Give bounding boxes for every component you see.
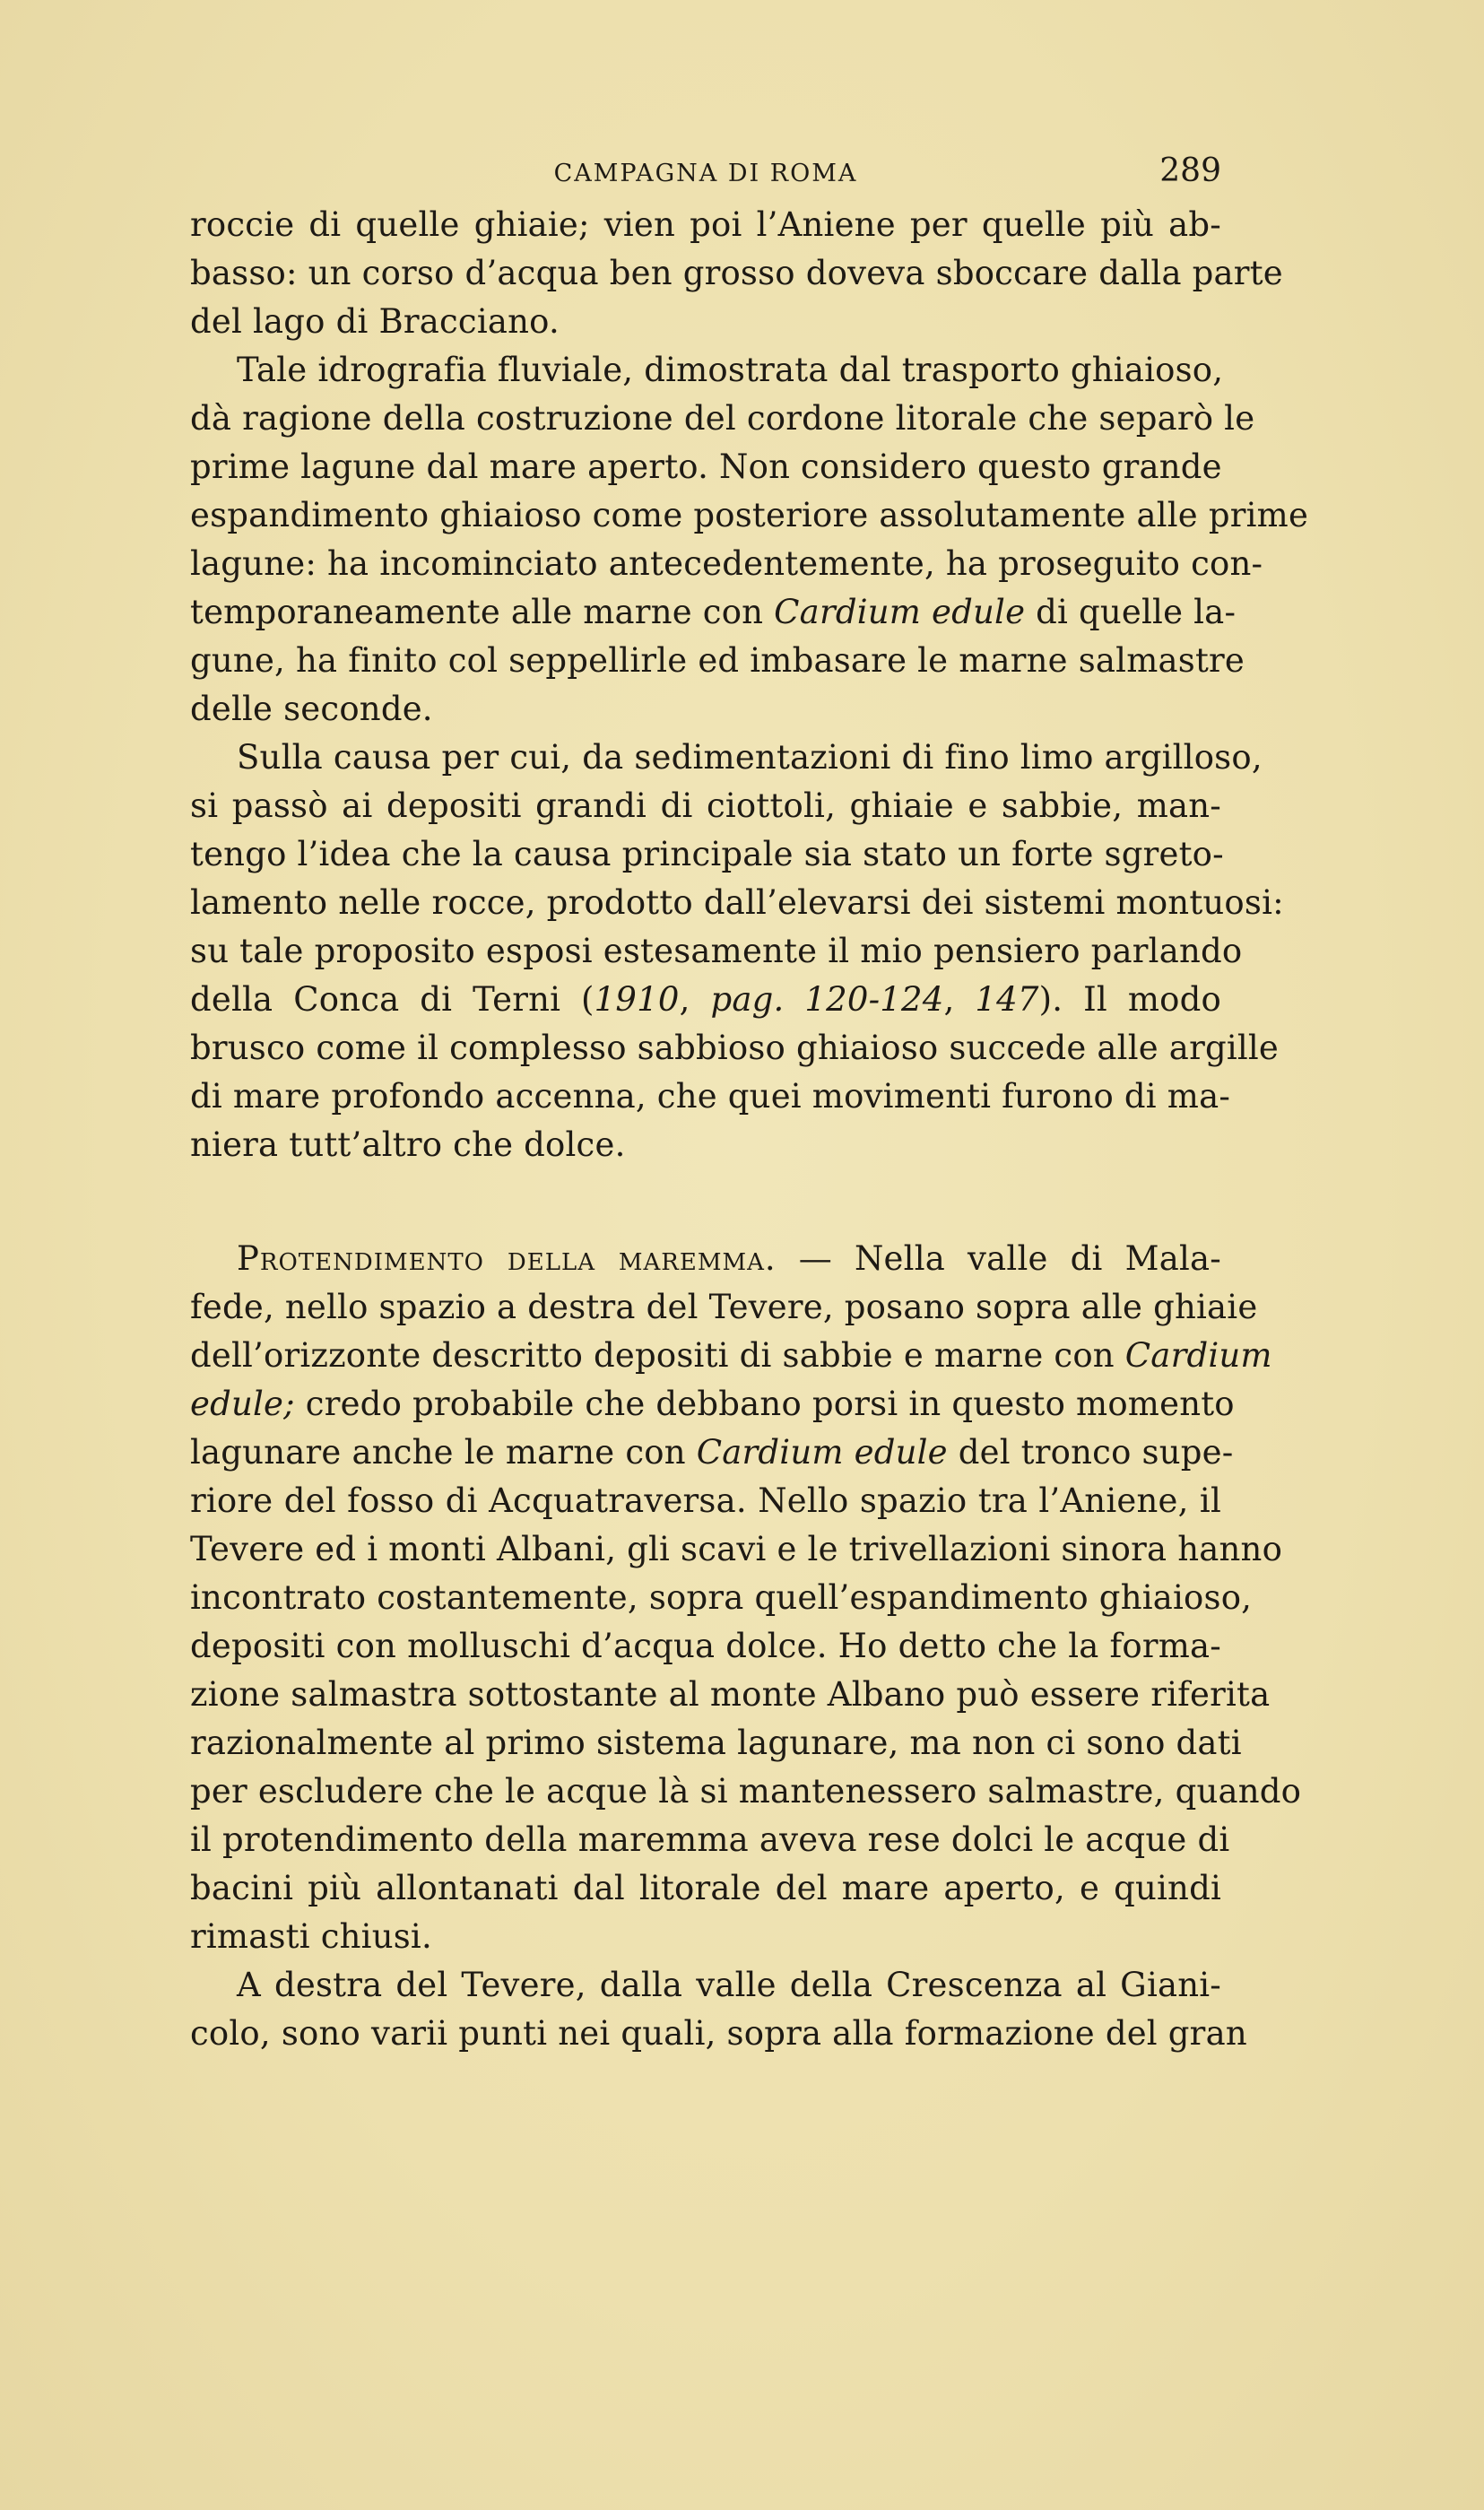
text-line: delle seconde.	[190, 690, 433, 728]
text-line: bacini più allontanati dal litorale del mare aperto, e quindi	[190, 1869, 1221, 1907]
section-heading: Protendimento della maremma.	[237, 1239, 777, 1278]
text-line: temporaneamente alle marne con Cardium edule di quelle la-	[190, 593, 1237, 631]
italic-text: pag. 120-124	[710, 980, 944, 1019]
paragraph	[190, 346, 1309, 734]
text-line: gune, ha finito col seppellirle ed imbasare le marne salmastre	[190, 641, 1245, 680]
paragraph	[190, 1235, 1302, 1961]
italic-text: 1910	[594, 980, 680, 1019]
text-line: lamento nelle rocce, prodotto dall’elevarsi dei sistemi montuosi:	[190, 883, 1284, 922]
text-line: edule; credo probabile che debbano porsi in questo momento	[190, 1385, 1235, 1423]
text-line: niera tutt’altro che dolce.	[190, 1125, 626, 1164]
italic-text: Cardium edule	[696, 1433, 948, 1472]
text-line: prime lagune dal mare aperto. Non considero questo grande	[190, 447, 1222, 486]
text-line: basso: un corso d’acqua ben grosso doveva sboccare dalla parte	[190, 254, 1283, 292]
text-line: lagunare anche le marne con Cardium edule del tronco supe-	[190, 1433, 1234, 1472]
text-line: di mare profondo accenna, che quei movimenti furono di ma-	[190, 1077, 1231, 1116]
text-line: razionalmente al primo sistema lagunare, ma non ci sono dati	[190, 1724, 1242, 1762]
italic-text: Cardium	[1124, 1336, 1272, 1375]
text-line: rimasti chiusi.	[190, 1917, 432, 1956]
heading-continuation: — Nella valle di Mala-	[776, 1239, 1222, 1278]
text-line: incontrato costantemente, sopra quell’espandimento ghiaioso,	[190, 1578, 1253, 1617]
text-line: A destra del Tevere, dalla valle della Crescenza al Giani-	[237, 1966, 1221, 2004]
text-line: Tevere ed i monti Albani, gli scavi e le trivellazioni sinora hanno	[190, 1530, 1283, 1568]
body-text	[190, 201, 1309, 2058]
italic-text: edule;	[190, 1385, 295, 1423]
text-line: brusco come il complesso sabbioso ghiaioso succede alle argille	[190, 1029, 1280, 1067]
text-line: colo, sono varii punti nei quali, sopra alla formazione del gran	[190, 2014, 1247, 2053]
text-line: si passò ai depositi grandi di ciottoli, ghiaie e sabbie, man-	[190, 786, 1221, 825]
text-line: il protendimento della maremma aveva rese dolci le acque di	[190, 1820, 1230, 1859]
text-line: tengo l’idea che la causa principale sia stato un forte sgreto-	[190, 835, 1224, 873]
text-line: su tale proposito esposi estesamente il mio pensiero parlando	[190, 932, 1243, 970]
text-line	[190, 1235, 1221, 1283]
text-line: dell’orizzonte descritto depositi di sabbie e marne con Cardium	[190, 1336, 1272, 1375]
italic-text: 147	[975, 980, 1039, 1019]
text-line: espandimento ghiaioso come posteriore assolutamente alle prime	[190, 496, 1309, 534]
running-head: CAMPAGNA DI ROMA	[553, 160, 858, 187]
paragraph	[190, 1961, 1247, 2058]
text-line: per escludere che le acque là si mantenessero salmastre, quando	[190, 1772, 1302, 1811]
text-line: zione salmastra sottostante al monte Albano può essere riferita	[190, 1675, 1271, 1714]
text-line: del lago di Bracciano.	[190, 302, 560, 341]
text-line: depositi con molluschi d’acqua dolce. Ho detto che la forma-	[190, 1627, 1221, 1665]
text-line: dà ragione della costruzione del cordone litorale che separò le	[190, 399, 1255, 438]
text-line: fede, nello spazio a destra del Tevere, posano sopra alle ghiaie	[190, 1288, 1258, 1326]
text-line: Sulla causa per cui, da sedimentazioni di fino limo argilloso,	[237, 738, 1263, 777]
paragraph	[190, 734, 1284, 1169]
page-number: 289	[1159, 152, 1221, 189]
text-line: Tale idrografia fluviale, dimostrata dal trasporto ghiaioso,	[237, 351, 1224, 389]
italic-text: Cardium edule	[774, 593, 1026, 631]
text-line: lagune: ha incominciato antecedentemente, ha proseguito con-	[190, 544, 1263, 583]
text-line: della Conca di Terni (1910, pag. 120-124, 147). Il modo	[190, 980, 1221, 1019]
section-gap	[190, 1169, 1221, 1235]
page-header	[190, 152, 1221, 197]
text-line: riore del fosso di Acquatraversa. Nello spazio tra l’Aniene, il	[190, 1481, 1221, 1520]
text-line: roccie di quelle ghiaie; vien poi l’Aniene per quelle più ab-	[190, 205, 1221, 244]
paragraph	[190, 201, 1283, 346]
